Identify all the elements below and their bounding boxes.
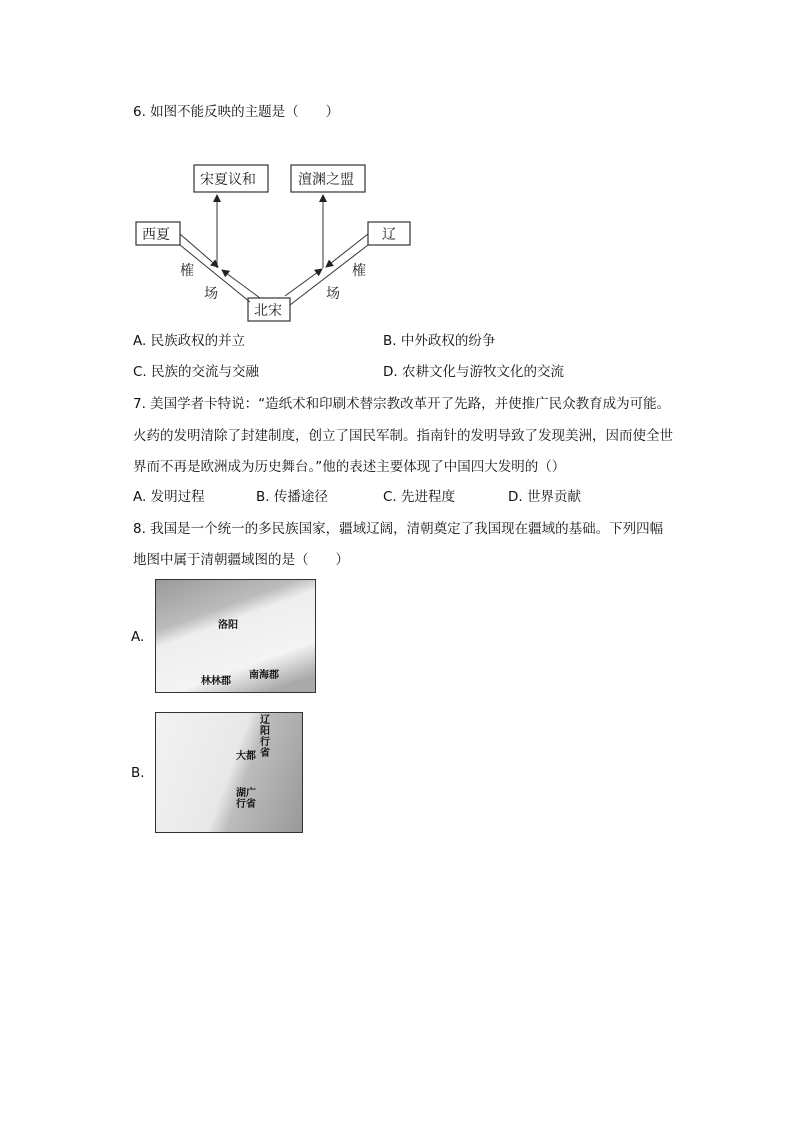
label-que-right: 榷 (352, 263, 366, 279)
label-que-left: 榷 (180, 263, 194, 279)
q6-option-d: D. 农耕文化与游牧文化的交流 (383, 364, 564, 380)
map-b-huguang-label: 湖广行省 (236, 788, 256, 810)
label-liao: 辽 (382, 227, 396, 243)
map-a-south-label: 南海郡 (249, 670, 279, 681)
q7-option-a: A. 发明过程 (133, 489, 205, 505)
q6-option-a: A. 民族政权的并立 (133, 333, 246, 349)
label-xixia: 西夏 (142, 227, 170, 243)
q7-option-b: B. 传播途径 (256, 489, 328, 505)
q7-line-3: 界而不再是欧洲成为历史舞台。”他的表述主要体现了中国四大发明的（） (133, 459, 566, 475)
q6-option-b: B. 中外政权的纷争 (383, 333, 496, 349)
q8-line-2: 地图中属于清朝疆域图的是（ ） (133, 552, 349, 568)
question-6-stem: 6. 如图不能反映的主题是（ ） (133, 104, 340, 120)
q7-line-2: 火药的发明清除了封建制度，创立了国民军制。指南针的发明导致了发现美洲，因而使全世 (133, 428, 673, 444)
label-chang-left: 场 (204, 286, 218, 302)
label-chanyuan-treaty: 澶渊之盟 (298, 172, 354, 188)
q7-option-c: C. 先进程度 (383, 489, 456, 505)
q7-line-1: 7. 美国学者卡特说：“造纸术和印刷术替宗教改革开了先路，并使推广民众教育成为可能。 (133, 396, 671, 412)
map-a-west-label: 林林郡 (201, 676, 231, 687)
map-b-dadu-label: 大都 (236, 751, 256, 762)
q6-diagram (120, 150, 420, 330)
map-b-liaoyang-label: 辽阳行省 (260, 715, 270, 759)
q7-option-d: D. 世界贡献 (508, 489, 581, 505)
q8-option-b-label: B. (131, 765, 145, 781)
label-chang-right: 场 (326, 286, 340, 302)
q8-option-a-label: A. (131, 629, 145, 645)
label-song-xia-peace: 宋夏议和 (200, 172, 256, 188)
q8-map-b (155, 712, 303, 833)
q6-option-c: C. 民族的交流与交融 (133, 364, 260, 380)
map-a-city-label: 洛阳 (218, 620, 238, 631)
label-beisong: 北宋 (254, 303, 282, 319)
q8-map-a (155, 579, 316, 693)
q8-line-1: 8. 我国是一个统一的多民族国家，疆域辽阔，清朝奠定了我国现在疆域的基础。下列四幅 (133, 521, 664, 537)
